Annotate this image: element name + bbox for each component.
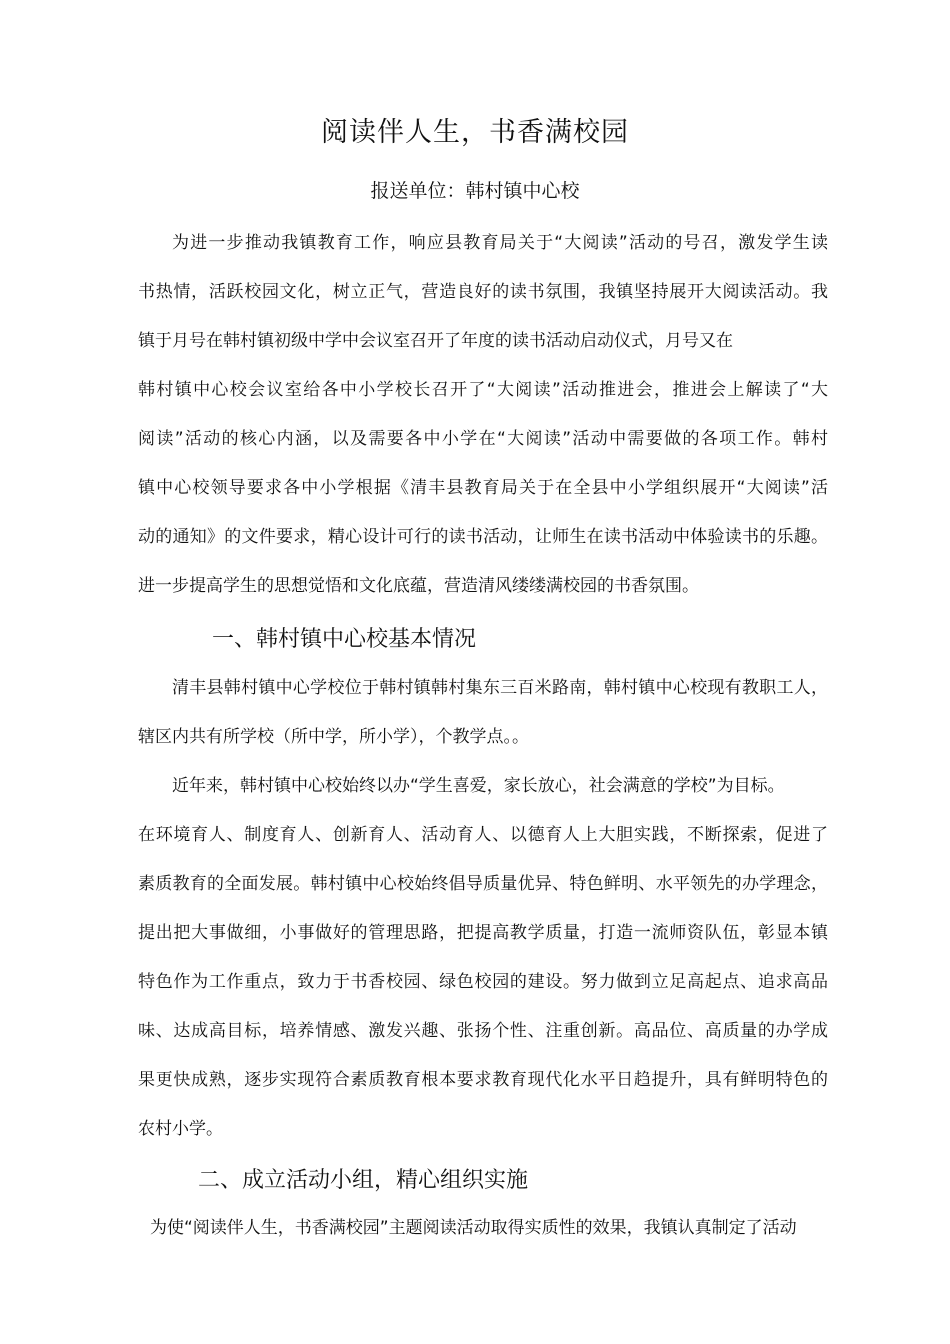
document-subtitle: 报送单位：韩村镇中心校 <box>370 180 580 202</box>
section-1-line: 提出把大事做细，小事做好的管理思路，把提高教学质量，打造一流师资队伍，彰显本镇 <box>138 923 828 943</box>
intro-line: 书热情，活跃校园文化，树立正气，营造良好的读书氛围，我镇坚持展开大阅读活动。我 <box>138 282 828 302</box>
section-1-line: 素质教育的全面发展。韩村镇中心校始终倡导质量优异、特色鲜明、水平领先的办学理念， <box>138 874 828 894</box>
section-2-heading: 二、成立活动小组，精心组织实施 <box>198 1168 529 1193</box>
section-1-line: 果更快成熟，逐步实现符合素质教育根本要求教育现代化水平日趋提升，具有鲜明特色的 <box>138 1070 828 1090</box>
intro-line: 为进一步推动我镇教育工作，响应县教育局关于“大阅读”活动的号召，激发学生读 <box>172 233 828 253</box>
section-1-line: 特色作为工作重点，致力于书香校园、绿色校园的建设。努力做到立足高起点、追求高品 <box>138 972 828 992</box>
section-2-line: 为使“阅读伴人生，书香满校园”主题阅读活动取得实质性的效果，我镇认真制定了活动 <box>150 1218 797 1238</box>
section-1-heading: 一、韩村镇中心校基本情况 <box>212 627 477 652</box>
section-1-line: 农村小学。 <box>138 1119 223 1139</box>
intro-line: 进一步提高学生的思想觉悟和文化底蕴，营造清风缕缕满校园的书香氛围。 <box>138 576 699 596</box>
section-1-line: 近年来，韩村镇中心校始终以办“学生喜爱，家长放心，社会满意的学校”为目标。 <box>172 776 785 796</box>
intro-line: 镇中心校领导要求各中小学根据《清丰县教育局关于在全县中小学组织展开“大阅读”活 <box>138 478 828 498</box>
intro-line: 动的通知》的文件要求，精心设计可行的读书活动，让师生在读书活动中体验读书的乐趣。 <box>138 527 828 547</box>
document-title: 阅读伴人生，书香满校园 <box>321 117 629 148</box>
section-1-line: 味、达成高目标，培养情感、激发兴趣、张扬个性、注重创新。高品位、高质量的办学成 <box>138 1021 828 1041</box>
intro-line: 韩村镇中心校会议室给各中小学校长召开了“大阅读”活动推进会，推进会上解读了“大 <box>138 380 828 400</box>
intro-line: 镇于月号在韩村镇初级中学中会议室召开了年度的读书活动启动仪式，月号又在 <box>138 331 733 351</box>
intro-line: 阅读”活动的核心内涵，以及需要各中小学在“大阅读”活动中需要做的各项工作。韩村 <box>138 429 828 449</box>
section-1-line: 清丰县韩村镇中心学校位于韩村镇韩村集东三百米路南，韩村镇中心校现有教职工人， <box>172 678 828 698</box>
section-1-line: 辖区内共有所学校（所中学，所小学），个教学点。。 <box>138 727 529 747</box>
section-1-line: 在环境育人、制度育人、创新育人、活动育人、以德育人上大胆实践，不断探索，促进了 <box>138 825 828 845</box>
